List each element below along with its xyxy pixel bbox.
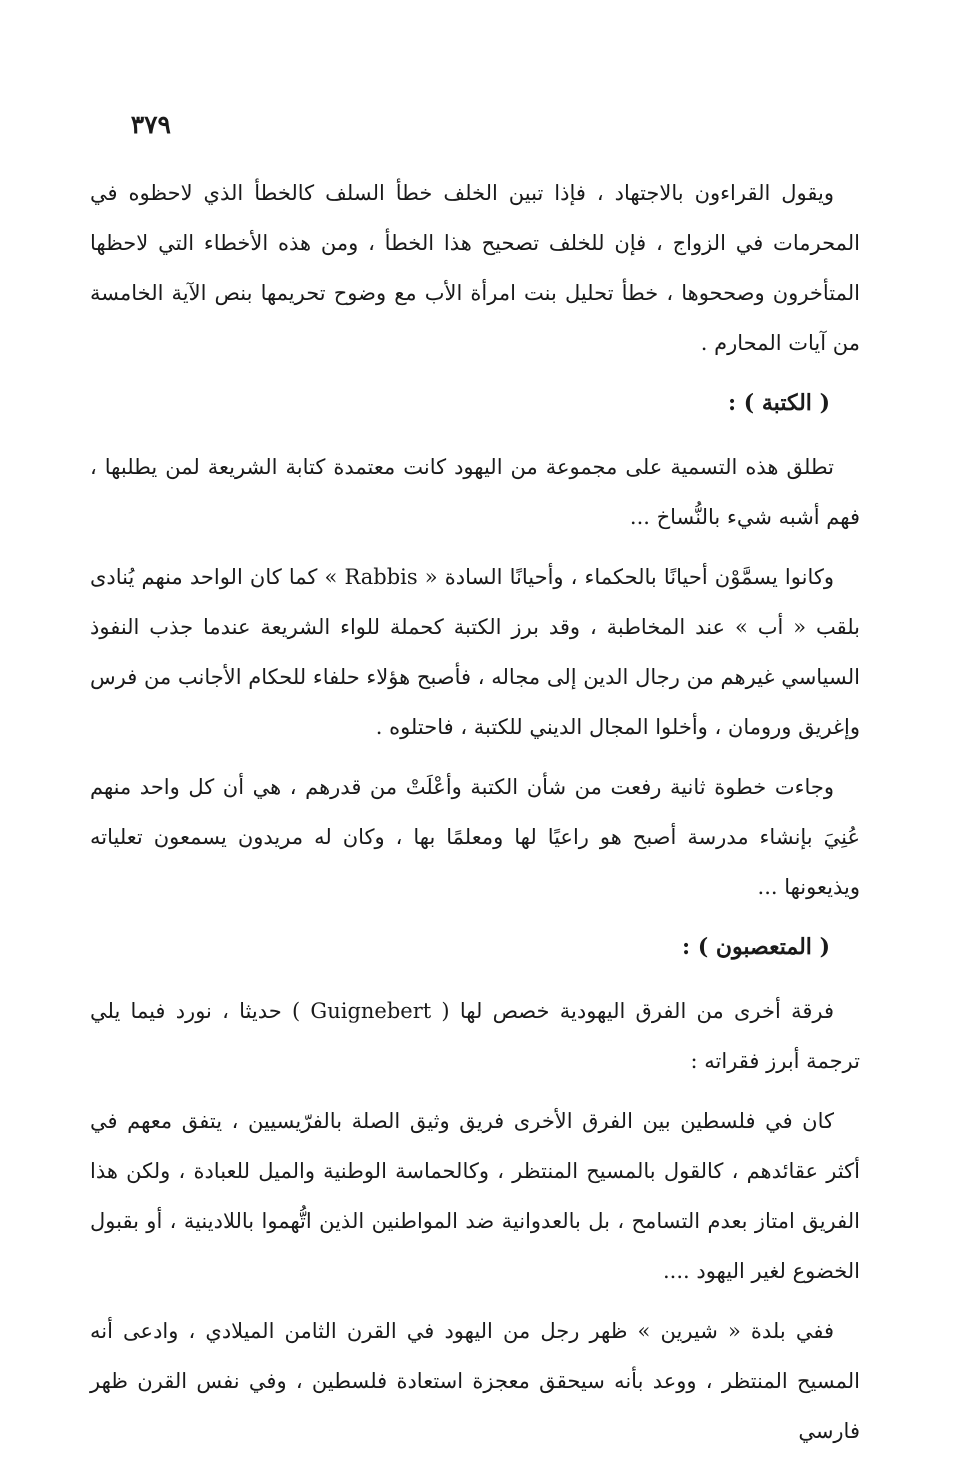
paragraph-2: تطلق هذه التسمية على مجموعة من اليهود كانت معتمدة كتابة الشريعة لمن يطلبها ، فهم أشبه شيء بالنُّساخ ... [90, 455, 860, 529]
paragraph-4: وجاءت خطوة ثانية رفعت من شأن الكتبة وأعْلَتْ من قدرهم ، هي أن كل واحد منهم عُنِيَ بإنشاء مدرسة أصبح هو راعيًا لها ومعلمًا بها ، وكان له مريدون يسمعون تعلياته ويذيعونها ... [90, 775, 860, 899]
paragraph-7: ففي بلدة « شيرين » ظهر رجل من اليهود في القرن الثامن الميلادي ، وادعى أنه المسيح المنتظر ، ووعد بأنه سيحقق معجزة استعادة فلسطين ، وفي نفس القرن ظهر فارسي [90, 1319, 860, 1443]
section-heading-scribes: ( الكتبة ) : [728, 390, 830, 416]
page-body [90, 168, 860, 1466]
section-heading-zealots: ( المتعصبون ) : [682, 934, 830, 960]
paragraph-3: وكانوا يسمَّوْن أحيانًا بالحكماء ، وأحيانًا السادة « Rabbis » كما كان الواحد منهم يُنادى بلقب « أب » عند المخاطبة ، وقد برز الكتبة كحملة للواء الشريعة عندما جذب النفوذ السياسي غيرهم من رجال الدين إلى مجاله ، فأصبح هؤلاء حلفاء للحكام الأجانب من فرس وإغريق ورومان ، وأخلوا المجال الديني للكتبة ، فاحتلوه . [90, 565, 860, 739]
paragraph-6: كان في فلسطين بين الفرق الأخرى فريق وثيق الصلة بالفرّيسيين ، يتفق معهم في أكثر عقائدهم ، كالقول بالمسيح المنتظر ، وكالحماسة الوطنية والميل للعبادة ، ولكن هذا الفريق امتاز بعدم التسامح ، بل بالعدوانية ضد المواطنين الذين اتُّهموا باللادينية ، أو بقبول الخضوع لغير اليهود .... [90, 1109, 860, 1283]
paragraph-5: فرقة أخرى من الفرق اليهودية خصص لها ( Guignebert ) حديثا ، نورد فيما يلي ترجمة أبرز فقراته : [90, 999, 860, 1073]
page-number: ٣٧٩ [130, 110, 171, 139]
paragraph-1: ويقول القراءون بالاجتهاد ، فإذا تبين الخلف خطأ السلف كالخطأ الذي لاحظوه في المحرمات في الزواج ، فإن للخلف تصحيح هذا الخطأ ، ومن هذه الأخطاء التي لاحظها المتأخرون وصححوها ، خطأ تحليل بنت امرأة الأب مع وضوح تحريمها بنص الآية الخامسة من آيات المحارم . [90, 181, 860, 355]
